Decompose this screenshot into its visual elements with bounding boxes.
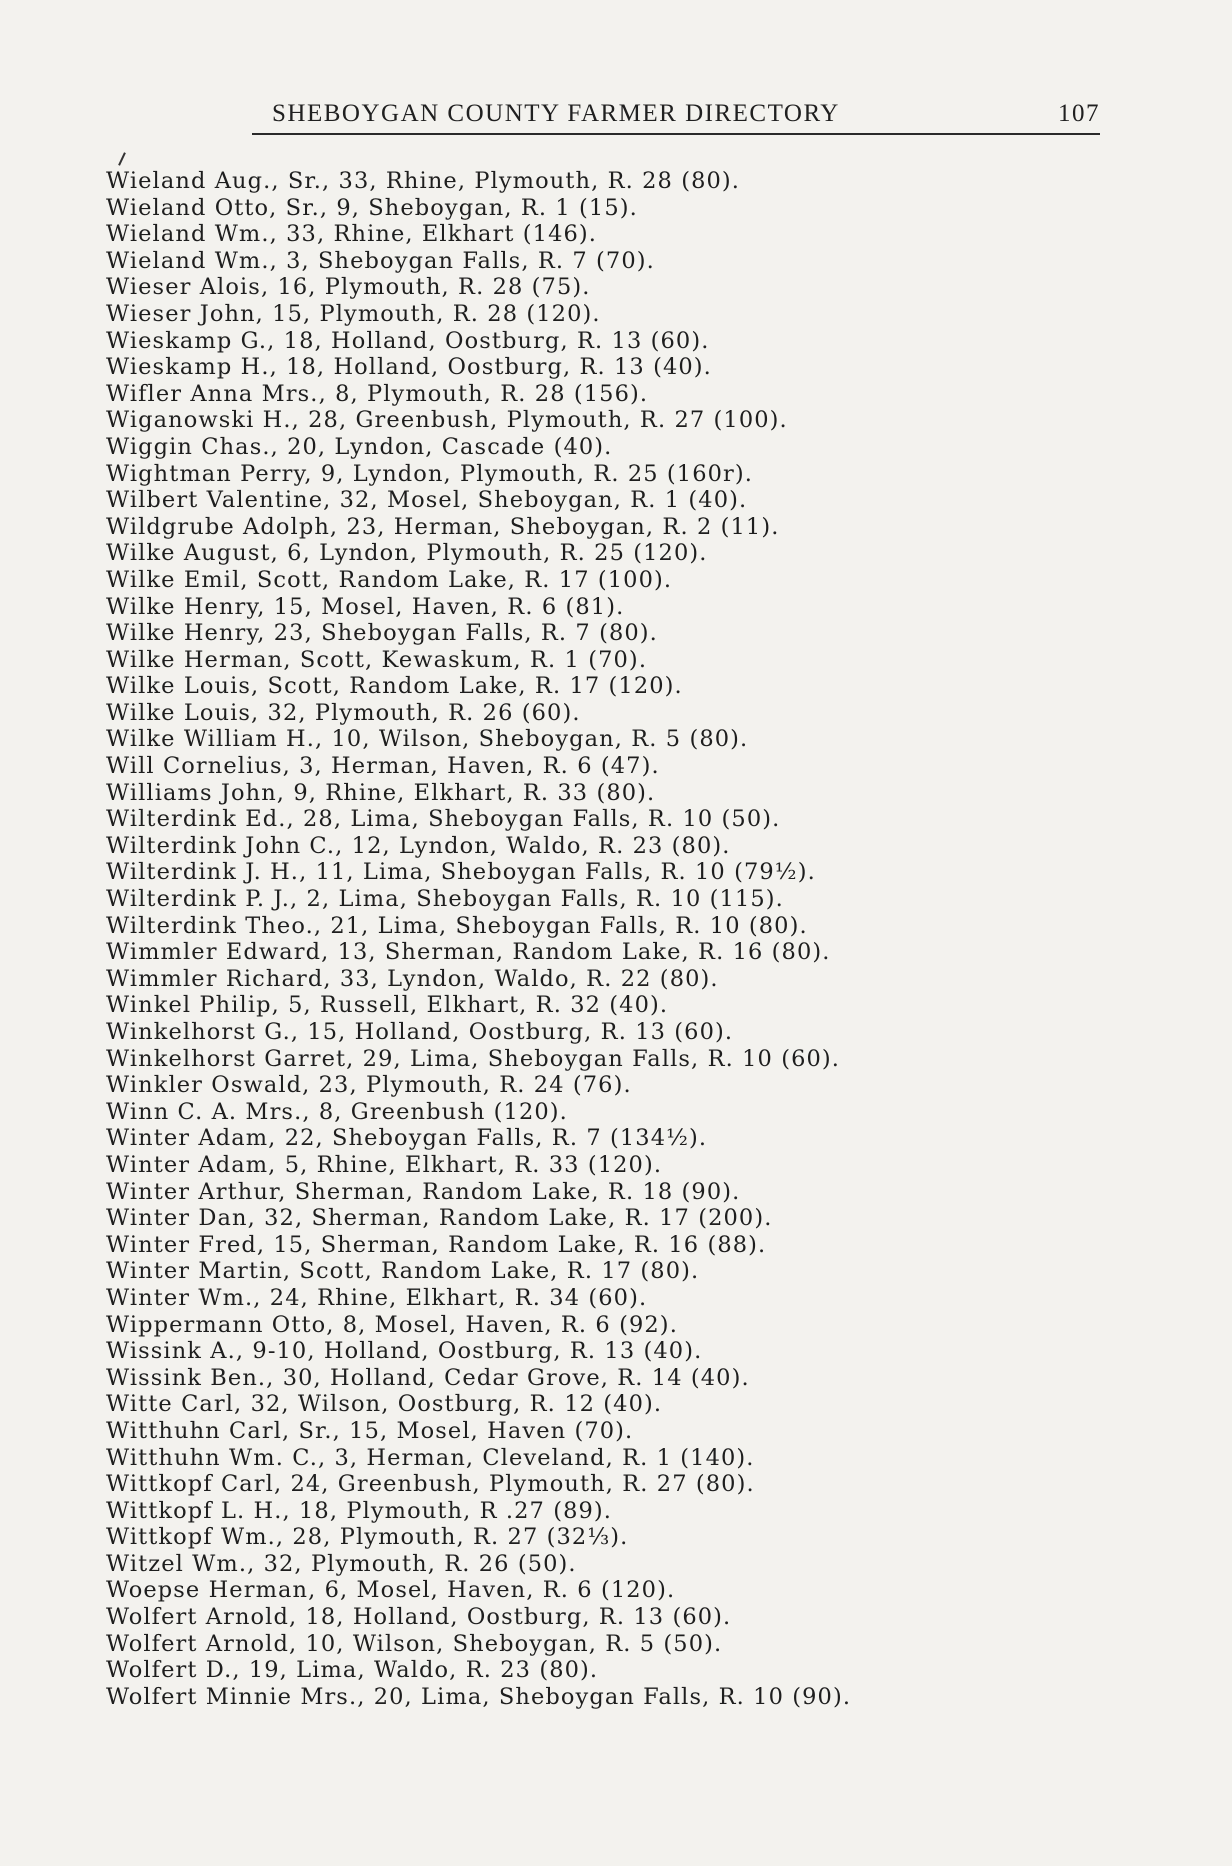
directory-entry: Will Cornelius, 3, Herman, Haven, R. 6 (47).	[106, 753, 660, 780]
directory-entry: Winter Martin, Scott, Random Lake, R. 17 (80).	[106, 1258, 700, 1285]
directory-entry: Wiggin Chas., 20, Lyndon, Cascade (40).	[106, 433, 613, 460]
directory-entry: Wilbert Valentine, 32, Mosel, Sheboygan, R. 1 (40).	[106, 487, 748, 514]
directory-entry: Wieser John, 15, Plymouth, R. 28 (120).	[106, 300, 601, 327]
directory-entry: Wilke Louis, 32, Plymouth, R. 26 (60).	[106, 699, 581, 726]
directory-entry: Wilterdink Ed., 28, Lima, Sheboygan Falls, R. 10 (50).	[106, 806, 781, 833]
directory-entry: Wilke William H., 10, Wilson, Sheboygan, R. 5 (80).	[106, 726, 749, 753]
directory-entry: Wieland Aug., Sr., 33, Rhine, Plymouth, R. 28 (80).	[106, 168, 741, 194]
directory-entry: Winter Fred, 15, Sherman, Random Lake, R. 16 (88).	[106, 1231, 767, 1258]
directory-entry: Wimmler Edward, 13, Sherman, Random Lake, R. 16 (80).	[106, 939, 831, 966]
directory-entry: Winkelhorst G., 15, Holland, Oostburg, R. 13 (60).	[106, 1019, 734, 1045]
directory-entry: Witthuhn Wm. C., 3, Herman, Cleveland, R. 1 (140).	[106, 1444, 755, 1471]
directory-entry: Winkler Oswald, 23, Plymouth, R. 24 (76).	[106, 1072, 632, 1099]
directory-entry: Winter Adam, 5, Rhine, Elkhart, R. 33 (120).	[106, 1151, 663, 1178]
pencil-tick-mark	[118, 152, 126, 166]
directory-entry: Witte Carl, 32, Wilson, Oostburg, R. 12 (40).	[106, 1391, 663, 1418]
directory-entry: Wippermann Otto, 8, Mosel, Haven, R. 6 (92).	[106, 1311, 678, 1338]
directory-entry: Wittkopf Wm., 28, Plymouth, R. 27 (32⅓).	[106, 1524, 629, 1551]
directory-entry: Wiganowski H., 28, Greenbush, Plymouth, R. 27 (100).	[106, 407, 788, 434]
directory-entry: Wilke Emil, Scott, Random Lake, R. 17 (100).	[106, 566, 673, 593]
directory-entry: Winkelhorst Garret, 29, Lima, Sheboygan Falls, R. 10 (60).	[106, 1045, 841, 1072]
directory-entry: Winter Wm., 24, Rhine, Elkhart, R. 34 (60).	[106, 1284, 648, 1311]
directory-entry: Wilke Herman, Scott, Kewaskum, R. 1 (70).	[106, 646, 648, 673]
directory-entry: Winter Dan, 32, Sherman, Random Lake, R. 17 (200).	[106, 1205, 773, 1232]
directory-entry: Wissink Ben., 30, Holland, Cedar Grove, R. 14 (40).	[106, 1364, 750, 1391]
directory-entry: Winter Arthur, Sherman, Random Lake, R. 18 (90).	[106, 1178, 741, 1205]
directory-entry: Wissink A., 9-10, Holland, Oostburg, R. 13 (40).	[106, 1338, 703, 1365]
directory-entry: Wilterdink John C., 12, Lyndon, Waldo, R. 23 (80).	[106, 832, 731, 859]
directory-entry: Wilke Henry, 15, Mosel, Haven, R. 6 (81).	[106, 593, 625, 620]
directory-entry: Witzel Wm., 32, Plymouth, R. 26 (50).	[106, 1550, 577, 1577]
directory-entry: Wildgrube Adolph, 23, Herman, Sheboygan, R. 2 (11).	[106, 513, 780, 540]
directory-entry: Wittkopf Carl, 24, Greenbush, Plymouth, R. 27 (80).	[106, 1471, 755, 1498]
running-header	[272, 100, 1100, 134]
directory-entry: Wolfert Arnold, 10, Wilson, Sheboygan, R. 5 (50).	[106, 1630, 723, 1657]
directory-entry: Wieser Alois, 16, Plymouth, R. 28 (75).	[106, 274, 591, 301]
directory-entry: Wieskamp H., 18, Holland, Oostburg, R. 13 (40).	[106, 354, 712, 381]
directory-entry: Wilterdink Theo., 21, Lima, Sheboygan Falls, R. 10 (80).	[106, 912, 808, 939]
page-number: 107	[1058, 100, 1100, 127]
directory-entry: Wieland Otto, Sr., 9, Sheboygan, R. 1 (15).	[106, 194, 638, 221]
directory-entry: Winn C. A. Mrs., 8, Greenbush (120).	[106, 1098, 568, 1125]
directory-entry: Wilke August, 6, Lyndon, Plymouth, R. 25 (120).	[106, 540, 708, 567]
directory-entry: Wimmler Richard, 33, Lyndon, Waldo, R. 22 (80).	[106, 965, 719, 992]
directory-entries	[106, 168, 1106, 1710]
directory-entry: Wolfert Minnie Mrs., 20, Lima, Sheboygan Falls, R. 10 (90).	[106, 1683, 852, 1710]
directory-entry: Wilterdink J. H., 11, Lima, Sheboygan Falls, R. 10 (79½).	[106, 859, 816, 886]
header-rule	[252, 133, 1100, 135]
directory-entry: Wieskamp G., 18, Holland, Oostburg, R. 13 (60).	[106, 327, 710, 354]
directory-entry: Woepse Herman, 6, Mosel, Haven, R. 6 (120).	[106, 1577, 676, 1604]
directory-entry: Wolfert Arnold, 18, Holland, Oostburg, R. 13 (60).	[106, 1604, 732, 1631]
directory-entry: Wilke Henry, 23, Sheboygan Falls, R. 7 (80).	[106, 620, 658, 647]
directory-entry: Williams John, 9, Rhine, Elkhart, R. 33 (80).	[106, 779, 656, 806]
directory-entry: Winter Adam, 22, Sheboygan Falls, R. 7 (134½).	[106, 1125, 708, 1152]
directory-entry: Wifler Anna Mrs., 8, Plymouth, R. 28 (156).	[106, 380, 649, 407]
directory-entry: Wilke Louis, Scott, Random Lake, R. 17 (120).	[106, 673, 683, 700]
directory-entry: Wieland Wm., 33, Rhine, Elkhart (146).	[106, 221, 598, 248]
directory-entry: Witthuhn Carl, Sr., 15, Mosel, Haven (70).	[106, 1417, 634, 1444]
directory-entry: Wilterdink P. J., 2, Lima, Sheboygan Falls, R. 10 (115).	[106, 886, 784, 913]
directory-entry: Wolfert D., 19, Lima, Waldo, R. 23 (80).	[106, 1657, 599, 1684]
directory-entry: Wittkopf L. H., 18, Plymouth, R .27 (89).	[106, 1497, 613, 1524]
directory-title: SHEBOYGAN COUNTY FARMER DIRECTORY	[272, 100, 840, 127]
directory-entry: Wightman Perry, 9, Lyndon, Plymouth, R. 25 (160r).	[106, 460, 754, 487]
directory-entry: Wieland Wm., 3, Sheboygan Falls, R. 7 (70).	[106, 247, 655, 274]
directory-entry: Winkel Philip, 5, Russell, Elkhart, R. 32 (40).	[106, 992, 669, 1019]
